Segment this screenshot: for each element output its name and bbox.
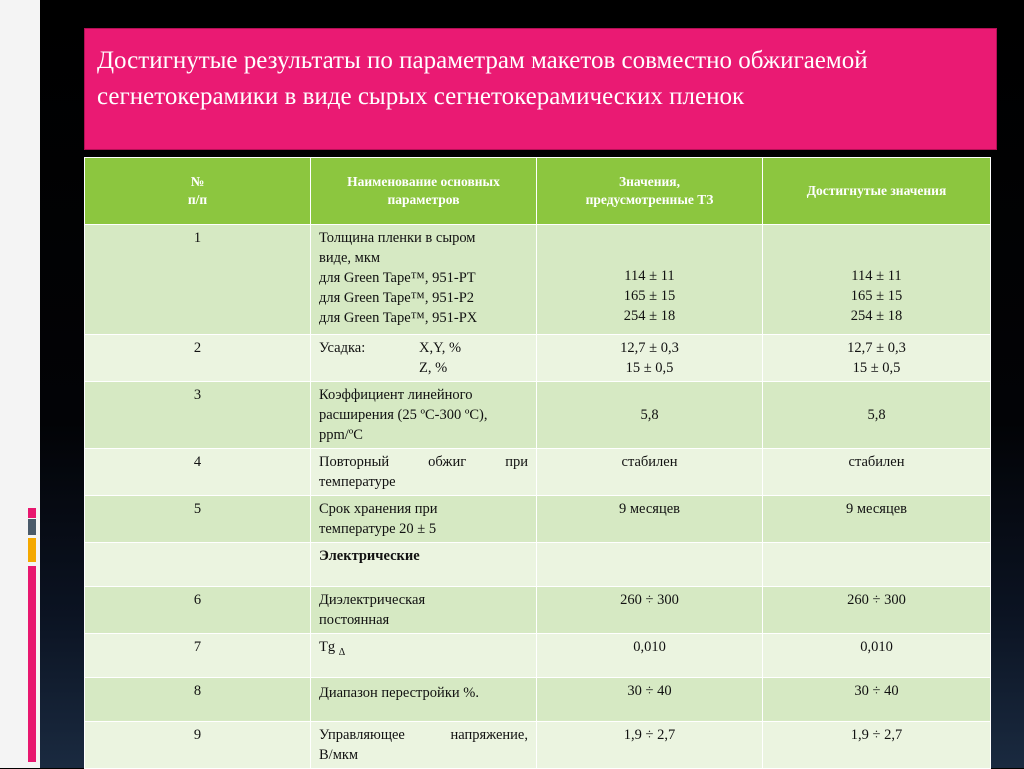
row-spec-value: 260 ÷ 300 — [537, 587, 763, 634]
table-row — [85, 722, 991, 769]
row-achieved-value: 12,7 ± 0,3 15 ± 0,5 — [763, 335, 991, 382]
row-achieved-value: 30 ÷ 40 — [763, 678, 991, 722]
row-parameter: Повторный обжиг при температуре — [311, 449, 537, 496]
row-achieved-value: 9 месяцев — [763, 496, 991, 543]
results-table-container — [84, 157, 990, 769]
row-parameter: Tg $_\Delta$ — [311, 634, 537, 678]
table-row — [85, 634, 991, 678]
row-spec-value — [537, 543, 763, 587]
accent-bar-orange — [28, 538, 36, 562]
row-spec-value: 30 ÷ 40 — [537, 678, 763, 722]
row-spec-value: 0,010 — [537, 634, 763, 678]
table-row — [85, 587, 991, 634]
row-achieved-value: 0,010 — [763, 634, 991, 678]
row-achieved-value — [763, 543, 991, 587]
slide-title: Достигнутые результаты по параметрам макетов совместно обжигаемой сегнетокерамики в виде сырых сегнетокерамических пленок — [97, 47, 868, 110]
row-spec-value: 9 месяцев — [537, 496, 763, 543]
table-row — [85, 335, 991, 382]
row-number: 1 — [85, 225, 311, 335]
row-parameter: Усадка: X,Y, % Z, % — [311, 335, 537, 382]
row-number: 6 — [85, 587, 311, 634]
header-spec: Значения, предусмотренные ТЗ — [537, 158, 763, 225]
header-num: № п/п — [85, 158, 311, 225]
results-table — [84, 157, 991, 769]
row-spec-value: 1,9 ÷ 2,7 — [537, 722, 763, 769]
section-row — [85, 543, 991, 587]
table-row — [85, 449, 991, 496]
table-row — [85, 382, 991, 449]
accent-bar-pink-small — [28, 508, 36, 518]
row-number: 5 — [85, 496, 311, 543]
row-number: 8 — [85, 678, 311, 722]
table-row — [85, 496, 991, 543]
table-row — [85, 678, 991, 722]
row-spec-value: стабилен — [537, 449, 763, 496]
header-name: Наименование основных параметров — [311, 158, 537, 225]
row-number: 7 — [85, 634, 311, 678]
section-title: Электрические — [311, 543, 537, 587]
row-achieved-value: 260 ÷ 300 — [763, 587, 991, 634]
row-parameter: Управляющее напряжение, В/мкм — [311, 722, 537, 769]
row-achieved-value: 114 ± 11 165 ± 15 254 ± 18 — [763, 225, 991, 335]
table-header-row — [85, 158, 991, 225]
row-achieved-value: 1,9 ÷ 2,7 — [763, 722, 991, 769]
row-number: 3 — [85, 382, 311, 449]
row-achieved-value: стабилен — [763, 449, 991, 496]
slide-title-box — [84, 28, 997, 150]
row-spec-value: 12,7 ± 0,3 15 ± 0,5 — [537, 335, 763, 382]
row-parameter: Диапазон перестройки %. — [311, 678, 537, 722]
row-spec-value: 114 ± 11 165 ± 15 254 ± 18 — [537, 225, 763, 335]
row-parameter: Диэлектрическая постоянная — [311, 587, 537, 634]
accent-bar-pink-long — [28, 566, 36, 762]
row-number: 2 — [85, 335, 311, 382]
row-parameter: Срок хранения при температуре 20 ± 5 — [311, 496, 537, 543]
row-parameter: Толщина пленки в сыром виде, мкм для Green Tape™, 951-PT для Green Tape™, 951-P2 для Green Tape™, 951-PX — [311, 225, 537, 335]
row-number: 4 — [85, 449, 311, 496]
row-achieved-value: 5,8 — [763, 382, 991, 449]
row-parameter: Коэффициент линейного расширения (25 ºС-300 ºС), ppm/ºС — [311, 382, 537, 449]
row-spec-value: 5,8 — [537, 382, 763, 449]
header-achieved: Достигнутые значения — [763, 158, 991, 225]
accent-bar-gray — [28, 519, 36, 535]
row-number: 9 — [85, 722, 311, 769]
table-row — [85, 225, 991, 335]
row-number — [85, 543, 311, 587]
